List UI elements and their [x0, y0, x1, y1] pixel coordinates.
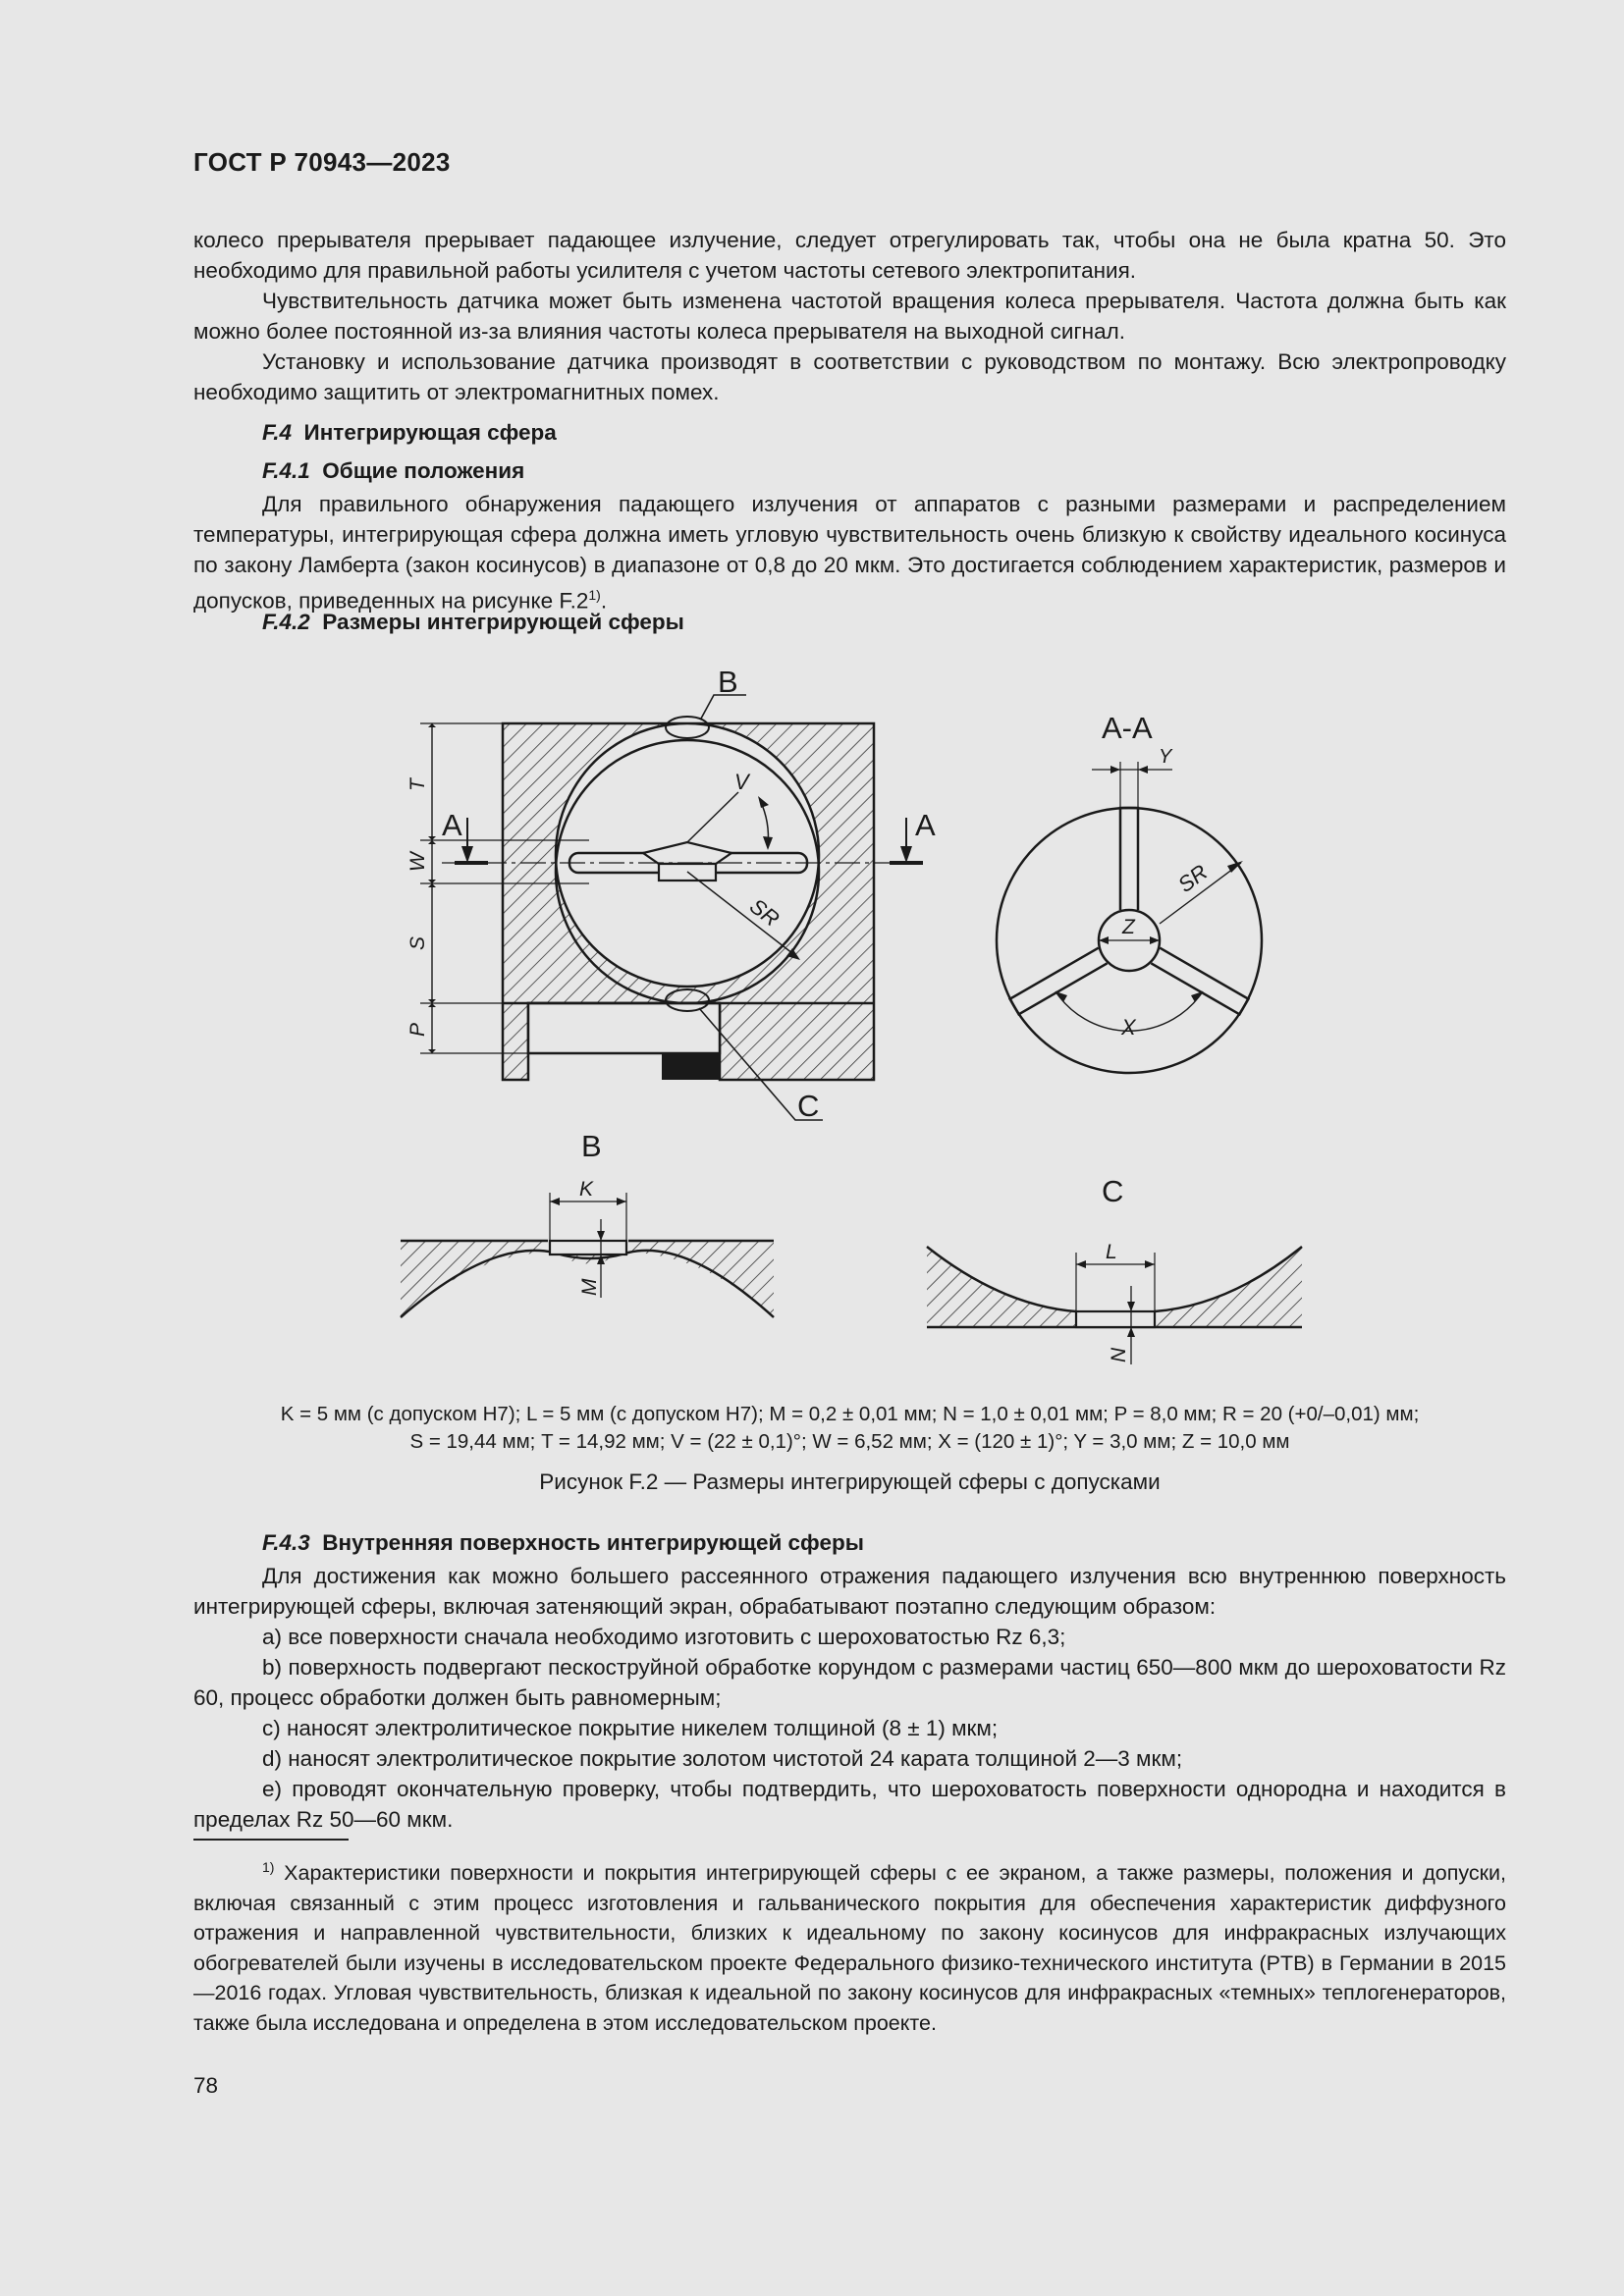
- f41-text: Для правильного обнаружения падающего излучения от аппаратов с разными размерами и распределением температуры, интегрирующая сфера должна иметь угловую чувствительность очень близкую к свойству идеального косинуса по закону Ламберта (закон косинусов) в диапазоне от 0,8 до 20 мкм. Это достигается соблюдением характеристик, размеров и допусков, приведенных на рисунке F.2: [193, 492, 1506, 614]
- intro-paragraph-3: Установку и использование датчика производят в соответствии с руководством по монтажу. Всю электропроводку необходимо защитить от электромагнитных помех.: [193, 349, 1506, 404]
- section-number: F.4: [262, 420, 293, 445]
- label-y: Y: [1159, 746, 1172, 768]
- label-sr-main: SR: [744, 893, 785, 932]
- sphere-cross-section: [420, 695, 923, 1120]
- label-c-bottom: C: [797, 1089, 820, 1123]
- figure-legend-line-2: S = 19,44 мм; T = 14,92 мм; V = (22 ± 0,1)°; W = 6,52 мм; X = (120 ± 1)°; Y = 3,0 мм; Z = 10,0 мм: [409, 1430, 1290, 1453]
- f41-tail: .: [600, 588, 608, 614]
- label-detail-c: C: [1102, 1174, 1124, 1208]
- section-title: Интегрирующая сфера: [303, 420, 557, 445]
- label-n: N: [1108, 1347, 1130, 1362]
- section-number: F.4.2: [262, 610, 310, 634]
- footnote-reference: 1): [588, 587, 601, 603]
- label-b-top: B: [718, 665, 738, 699]
- label-m: M: [578, 1278, 601, 1296]
- page-number: 78: [193, 2073, 219, 2098]
- figure-legend-line-1: K = 5 мм (с допуском H7); L = 5 мм (с допуском H7); M = 0,2 ± 0,01 мм; N = 1,0 ± 0,01 мм; P = 8,0 мм; R = 20 (+0/–0,01) мм;: [280, 1403, 1420, 1425]
- list-item-d: d) наносят электролитическое покрытие золотом чистотой 24 карата толщиной 2—3 мкм;: [262, 1746, 1183, 1771]
- section-number: F.4.1: [262, 458, 310, 483]
- label-l: L: [1106, 1241, 1117, 1263]
- footnote: [193, 1852, 1506, 2038]
- footnote-mark: 1): [262, 1859, 275, 1875]
- label-w: W: [406, 852, 429, 872]
- label-v: V: [734, 770, 749, 794]
- label-detail-b: B: [581, 1129, 602, 1163]
- list-item-c: c) наносят электролитическое покрытие никелем толщиной (8 ± 1) мкм;: [262, 1716, 999, 1740]
- list-item-b: b) поверхность подвергают пескоструйной обработке корундом с размерами частиц 650—800 мкм до шероховатости Rz 60, процесс обработки должен быть равномерным;: [193, 1655, 1506, 1710]
- footnote-separator: [193, 1839, 349, 1841]
- label-s: S: [406, 935, 429, 950]
- label-k: K: [579, 1178, 594, 1201]
- figure-caption: Рисунок F.2 — Размеры интегрирующей сферы с допусками: [539, 1469, 1161, 1494]
- list-item-a: a) все поверхности сначала необходимо изготовить с шероховатостью Rz 6,3;: [262, 1625, 1066, 1649]
- label-z: Z: [1122, 916, 1135, 938]
- list-item-e: e) проводят окончательную проверку, чтобы подтвердить, что шероховатость поверхности однородна и находится в пределах Rz 50—60 мкм.: [193, 1777, 1506, 1832]
- section-number: F.4.3: [262, 1530, 310, 1555]
- label-t: T: [406, 778, 429, 791]
- intro-paragraph-2: Чувствительность датчика может быть изменена частотой вращения колеса прерывателя. Частота должна быть как можно более постоянной из-за влияния частоты колеса прерывателя на выходной сигнал.: [193, 289, 1506, 344]
- label-a-left: A: [442, 808, 462, 842]
- intro-paragraph-1: колесо прерывателя прерывает падающее излучение, следует отрегулировать так, чтобы она не была кратна 50. Это необходимо для правильной работы усилителя с учетом частоты сетевого электропитания.: [193, 228, 1506, 283]
- footnote-text: Характеристики поверхности и покрытия интегрирующей сферы с ее экраном, а также размеры, положения и допуски, включая связанный с этим процесс изготовления и гальванического покрытия для обеспечения характеристик диффузного отражения и направленной чувствительности, близких к идеальному по закону косинусов для инфракрасных излучающих обогревателей были изучены в исследовательском проекте Федерального физико-технического института (PTB) в Германии в 2015—2016 годах. Угловая чувствительность, близкая к идеальной по закону косинусов для инфракрасных «темных» теплогенераторов, также была исследована и определена в этом исследовательском проекте.: [193, 1861, 1506, 2035]
- detail-b: [401, 1193, 774, 1317]
- detail-c: [927, 1247, 1302, 1364]
- f43-paragraph: Для достижения как можно большего рассеянного отражения падающего излучения всю внутреннюю поверхность интегрирующей сферы, включая затеняющий экран, обрабатывают поэтапно следующим образом:: [193, 1564, 1506, 1619]
- section-title: Общие положения: [322, 458, 525, 483]
- standard-header: ГОСТ Р 70943—2023: [193, 147, 451, 177]
- label-x: X: [1121, 1015, 1136, 1040]
- label-section-aa: A-A: [1102, 711, 1153, 745]
- section-title: Внутренняя поверхность интегрирующей сферы: [322, 1530, 864, 1555]
- section-title: Размеры интегрирующей сферы: [322, 610, 684, 634]
- label-a-right: A: [915, 808, 936, 842]
- section-heading-f43: [262, 1530, 864, 1556]
- label-sr-section: SR: [1172, 859, 1213, 897]
- label-p: P: [406, 1022, 429, 1037]
